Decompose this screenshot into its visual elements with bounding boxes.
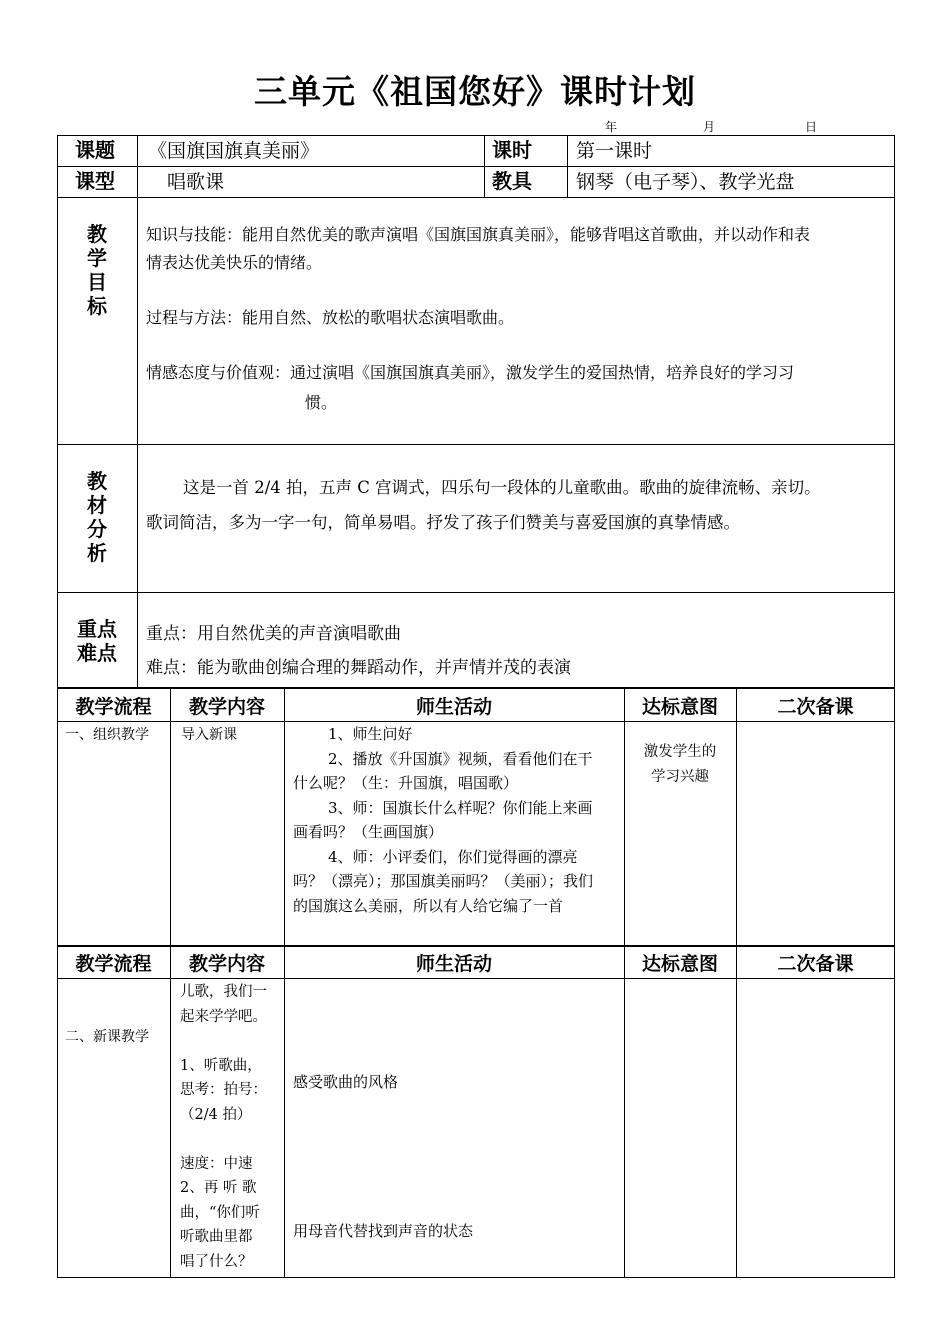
tools-label: 教具 <box>492 169 532 193</box>
col-divider <box>484 135 485 197</box>
row-divider <box>57 166 895 167</box>
analysis-label: 教 材 分 析 <box>87 469 107 565</box>
flow2-content: 儿歌，我们一 起来学学吧。 1、听歌曲， 思考：拍号： （2/4 拍） 速度：中速 2、再 听 歌 曲，“你们听 听歌曲里都 唱了什么？ <box>180 984 267 1270</box>
flow2-activity-2: 用母音代替找到声音的状态 <box>293 1222 474 1240</box>
goal-process: 过程与方法：能用自然、放松的歌唱状态演唱歌曲。 <box>146 308 515 327</box>
page-title: 三单元《祖国您好》课时计划 <box>254 72 696 111</box>
header-process: 教学流程 <box>75 953 152 975</box>
topic-label: 课题 <box>75 138 115 162</box>
keypoints-label: 重点 难点 <box>77 617 117 665</box>
goal-knowledge: 知识与技能：能用自然优美的歌声演唱《国旗国旗真美丽》，能够背唱这首歌曲，并以动作和表 <box>146 225 811 244</box>
col-divider <box>284 946 285 1278</box>
col-divider <box>170 946 171 1278</box>
date-year: 年 <box>605 120 618 134</box>
col-divider <box>284 688 285 946</box>
col-divider <box>736 688 737 946</box>
row-divider <box>57 592 895 593</box>
col-divider <box>736 946 737 1278</box>
goal-emotion: 情感态度与价值观：通过演唱《国旗国旗真美丽》，激发学生的爱国热情，培养良好的学习习 <box>146 363 795 382</box>
lesson-plan-table <box>57 135 895 688</box>
topic-value: 《国旗国旗真美丽》 <box>148 140 320 162</box>
analysis-text: 这是一首 2/4 拍，五声 C 宫调式，四乐句一段体的儿童歌曲。歌曲的旋律流畅、亲切。 <box>183 478 821 497</box>
header-process: 教学流程 <box>75 696 152 718</box>
header-activities: 师生活动 <box>415 953 492 975</box>
date-month: 月 <box>703 120 716 134</box>
header-content: 教学内容 <box>188 953 265 975</box>
col-divider <box>624 946 625 1278</box>
date-day: 日 <box>805 120 818 134</box>
flow1-activities: 1、师生问好 2、播放《升国旗》视频，看看他们在干 什么呢？（生：升国旗，唱国歌） 3、师：国旗长什么样呢？你们能上来画 画看吗？（生画国旗） 4、师：小评委们，你们觉得画的漂亮 吗？（漂亮）；那国旗美丽吗？（美丽）；我们 的国旗这么美丽，所以有人给它编了一首 <box>293 725 594 915</box>
flow2-process: 二、新课教学 <box>65 1029 149 1045</box>
analysis-text-cont: 歌词简洁，多为一字一句，简单易唱。抒发了孩子们赞美与喜爱国旗的真挚情感。 <box>146 513 740 532</box>
header-intent: 达标意图 <box>641 953 718 975</box>
type-value: 唱歌课 <box>167 171 225 193</box>
period-label: 课时 <box>492 138 532 162</box>
flow2-activity-1: 感受歌曲的风格 <box>293 1073 399 1091</box>
header-activities: 师生活动 <box>415 696 492 718</box>
row-divider <box>57 978 895 979</box>
goals-label: 教 学 目 标 <box>87 222 107 318</box>
key-point: 重点：用自然优美的声音演唱歌曲 <box>146 624 401 644</box>
col-divider <box>170 688 171 946</box>
flow1-content: 导入新课 <box>181 727 237 743</box>
header-intent: 达标意图 <box>641 696 718 718</box>
header-revision: 二次备课 <box>777 953 854 975</box>
col-divider <box>137 135 138 688</box>
row-divider <box>57 197 895 198</box>
goal-knowledge-cont: 情表达优美快乐的情绪。 <box>146 253 323 272</box>
row-divider <box>57 444 895 445</box>
tools-value: 钢琴（电子琴）、教学光盘 <box>576 171 795 193</box>
col-divider <box>567 135 568 197</box>
type-label: 课型 <box>75 169 115 193</box>
goal-emotion-cont: 惯。 <box>305 393 338 412</box>
header-content: 教学内容 <box>188 696 265 718</box>
flow1-intent: 激发学生的 学习兴趣 <box>643 744 717 785</box>
col-divider <box>624 688 625 946</box>
period-value: 第一课时 <box>576 140 653 162</box>
flow1-process: 一、组织教学 <box>65 727 149 743</box>
header-revision: 二次备课 <box>777 696 854 718</box>
difficult-point: 难点：能为歌曲创编合理的舞蹈动作，并声情并茂的表演 <box>146 658 571 678</box>
